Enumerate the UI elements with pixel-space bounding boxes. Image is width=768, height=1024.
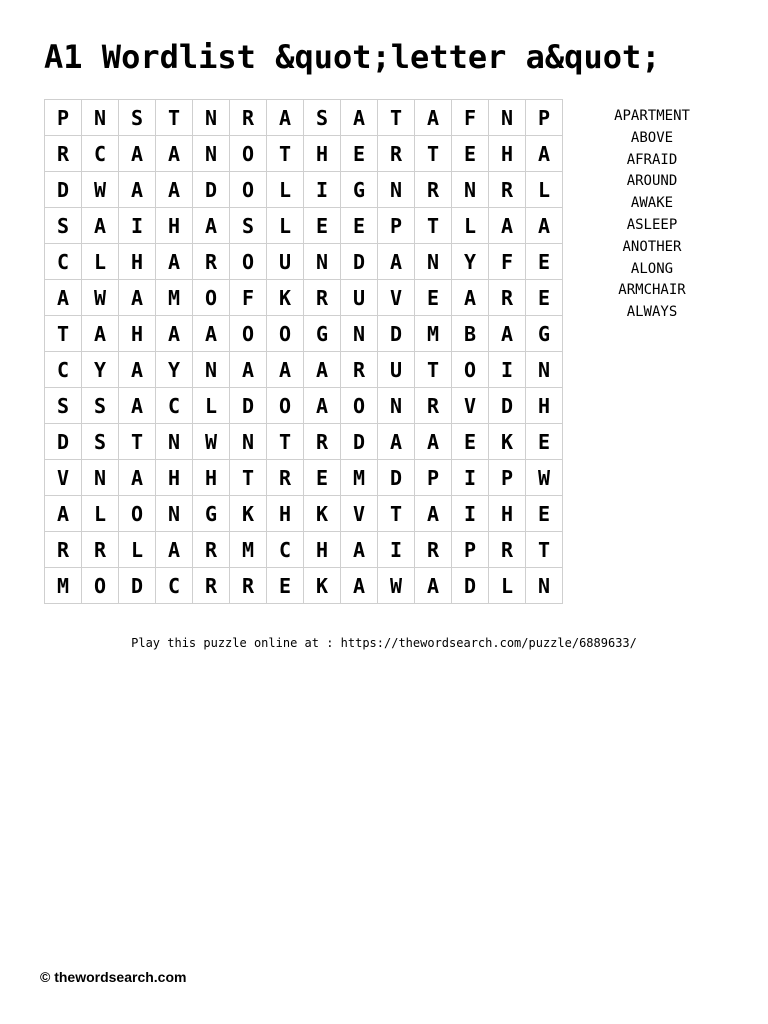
grid-cell: E (267, 568, 304, 604)
grid-cell: E (415, 280, 452, 316)
grid-cell: H (267, 496, 304, 532)
grid-cell: A (415, 100, 452, 136)
grid-row (45, 316, 563, 352)
grid-cell: N (82, 460, 119, 496)
grid-cell: Y (82, 352, 119, 388)
word-list-item: AWAKE (630, 195, 674, 212)
grid-cell: A (415, 424, 452, 460)
grid-cell: N (156, 496, 193, 532)
grid-cell: A (156, 532, 193, 568)
grid-cell: T (526, 532, 563, 568)
grid-cell: A (156, 136, 193, 172)
grid-cell: T (45, 316, 82, 352)
grid-cell: A (415, 496, 452, 532)
page-title: A1 Wordlist &quot;letter a&quot; (44, 38, 661, 76)
grid-row (45, 136, 563, 172)
grid-cell: E (341, 208, 378, 244)
grid-cell: P (526, 100, 563, 136)
grid-cell: T (267, 424, 304, 460)
grid-cell: O (267, 388, 304, 424)
grid-cell: O (230, 244, 267, 280)
grid-row (45, 100, 563, 136)
grid-cell: A (230, 352, 267, 388)
grid-cell: P (452, 532, 489, 568)
grid-cell: S (304, 100, 341, 136)
grid-cell: R (230, 568, 267, 604)
grid-cell: N (415, 244, 452, 280)
grid-cell: V (378, 280, 415, 316)
grid-cell: L (489, 568, 526, 604)
grid-cell: E (526, 424, 563, 460)
grid-cell: M (341, 460, 378, 496)
grid-cell: T (415, 136, 452, 172)
grid-cell: S (82, 424, 119, 460)
grid-cell: A (341, 100, 378, 136)
grid-cell: R (193, 568, 230, 604)
grid-cell: A (267, 352, 304, 388)
grid-cell: O (230, 136, 267, 172)
grid-cell: A (119, 172, 156, 208)
grid-cell: D (378, 460, 415, 496)
grid-cell: A (378, 424, 415, 460)
grid-cell: T (378, 100, 415, 136)
grid-cell: C (156, 388, 193, 424)
grid-cell: N (230, 424, 267, 460)
grid-cell: A (156, 316, 193, 352)
grid-cell: O (230, 172, 267, 208)
grid-cell: P (45, 100, 82, 136)
grid-cell: R (45, 136, 82, 172)
grid-cell: W (82, 172, 119, 208)
grid-cell: P (489, 460, 526, 496)
grid-cell: A (119, 136, 156, 172)
grid-cell: T (378, 496, 415, 532)
grid-cell: A (378, 244, 415, 280)
grid-cell: M (156, 280, 193, 316)
grid-cell: T (119, 424, 156, 460)
grid-cell: A (45, 280, 82, 316)
grid-cell: A (341, 568, 378, 604)
word-list-item: AFRAID (626, 151, 678, 168)
grid-cell: L (267, 208, 304, 244)
word-list-item: ABOVE (630, 129, 674, 146)
grid-cell: R (415, 532, 452, 568)
grid-cell: K (230, 496, 267, 532)
grid-cell: A (156, 244, 193, 280)
grid-cell: K (304, 568, 341, 604)
word-list-item: ALONG (630, 260, 674, 277)
grid-cell: W (193, 424, 230, 460)
grid-row (45, 172, 563, 208)
grid-cell: R (45, 532, 82, 568)
grid-cell: N (526, 352, 563, 388)
grid-cell: R (230, 100, 267, 136)
grid-cell: R (415, 172, 452, 208)
grid-cell: T (415, 208, 452, 244)
grid-row (45, 280, 563, 316)
grid-row (45, 208, 563, 244)
word-list-item: APARTMENT (614, 108, 690, 124)
grid-cell: D (193, 172, 230, 208)
grid-cell: D (45, 172, 82, 208)
grid-cell: R (378, 136, 415, 172)
grid-cell: I (119, 208, 156, 244)
grid-cell: E (341, 136, 378, 172)
grid-cell: F (489, 244, 526, 280)
grid-cell: L (526, 172, 563, 208)
grid-cell: D (341, 244, 378, 280)
grid-cell: A (267, 100, 304, 136)
grid-cell: I (452, 460, 489, 496)
grid-cell: E (526, 244, 563, 280)
grid-cell: R (489, 172, 526, 208)
grid-cell: A (82, 208, 119, 244)
grid-cell: K (489, 424, 526, 460)
grid-cell: O (267, 316, 304, 352)
grid-cell: R (193, 532, 230, 568)
grid-cell: W (378, 568, 415, 604)
grid-cell: O (452, 352, 489, 388)
grid-cell: Y (452, 244, 489, 280)
word-list-item: AROUND (626, 173, 678, 190)
grid-cell: H (489, 136, 526, 172)
word-list-item: ANOTHER (622, 238, 682, 255)
grid-cell: N (378, 172, 415, 208)
grid-cell: A (45, 496, 82, 532)
grid-cell: F (230, 280, 267, 316)
grid-cell: L (193, 388, 230, 424)
grid-row (45, 532, 563, 568)
grid-cell: R (341, 352, 378, 388)
grid-cell: O (119, 496, 156, 532)
grid-cell: A (452, 280, 489, 316)
grid-cell: I (378, 532, 415, 568)
grid-cell: C (82, 136, 119, 172)
grid-row (45, 244, 563, 280)
grid-cell: U (267, 244, 304, 280)
grid-cell: A (304, 388, 341, 424)
grid-cell: A (119, 280, 156, 316)
grid-cell: A (489, 316, 526, 352)
grid-row (45, 388, 563, 424)
grid-cell: G (304, 316, 341, 352)
grid-cell: R (415, 388, 452, 424)
grid-cell: T (230, 460, 267, 496)
grid-cell: K (267, 280, 304, 316)
grid-cell: M (415, 316, 452, 352)
grid-cell: O (193, 280, 230, 316)
grid-row (45, 496, 563, 532)
grid-cell: V (341, 496, 378, 532)
grid-cell: V (45, 460, 82, 496)
copyright-footer: © thewordsearch.com (40, 969, 187, 985)
grid-row (45, 352, 563, 388)
grid-cell: Y (156, 352, 193, 388)
grid-cell: K (304, 496, 341, 532)
grid-cell: C (156, 568, 193, 604)
grid-cell: R (489, 280, 526, 316)
grid-cell: E (304, 208, 341, 244)
grid-cell: C (45, 352, 82, 388)
grid-cell: L (82, 496, 119, 532)
grid-cell: A (341, 532, 378, 568)
grid-cell: H (156, 208, 193, 244)
grid-cell: P (415, 460, 452, 496)
grid-cell: E (452, 136, 489, 172)
grid-cell: N (193, 352, 230, 388)
grid-row (45, 460, 563, 496)
grid-cell: D (341, 424, 378, 460)
grid-cell: C (267, 532, 304, 568)
grid-cell: O (82, 568, 119, 604)
grid-cell: S (230, 208, 267, 244)
grid-cell: U (378, 352, 415, 388)
grid-cell: I (489, 352, 526, 388)
grid-cell: B (452, 316, 489, 352)
grid-cell: A (193, 208, 230, 244)
grid-cell: H (156, 460, 193, 496)
grid-cell: D (489, 388, 526, 424)
word-list-item: ALWAYS (626, 304, 678, 321)
grid-cell: T (267, 136, 304, 172)
grid-cell: R (489, 532, 526, 568)
grid-cell: A (119, 460, 156, 496)
grid-cell: N (82, 100, 119, 136)
grid-row (45, 568, 563, 604)
grid-cell: N (193, 100, 230, 136)
grid-cell: N (341, 316, 378, 352)
grid-cell: W (526, 460, 563, 496)
grid-cell: L (119, 532, 156, 568)
grid-cell: U (341, 280, 378, 316)
grid-cell: L (82, 244, 119, 280)
word-search-grid (44, 99, 563, 604)
grid-cell: R (82, 532, 119, 568)
grid-cell: G (526, 316, 563, 352)
online-label: Play this puzzle online at : (131, 636, 334, 650)
grid-cell: H (526, 388, 563, 424)
online-link-line (0, 636, 768, 650)
grid-cell: H (119, 244, 156, 280)
grid-cell: E (526, 496, 563, 532)
grid-cell: E (526, 280, 563, 316)
grid-cell: D (452, 568, 489, 604)
grid-cell: A (193, 316, 230, 352)
grid-cell: W (82, 280, 119, 316)
grid-cell: H (193, 460, 230, 496)
grid-cell: E (452, 424, 489, 460)
grid-cell: H (304, 532, 341, 568)
grid-cell: A (415, 568, 452, 604)
grid-cell: M (230, 532, 267, 568)
puzzle-url-link[interactable]: https://thewordsearch.com/puzzle/6889633/ (340, 636, 637, 650)
grid-cell: S (45, 208, 82, 244)
grid-cell: A (119, 352, 156, 388)
grid-cell: N (526, 568, 563, 604)
grid-cell: N (193, 136, 230, 172)
grid-cell: R (267, 460, 304, 496)
grid-cell: D (378, 316, 415, 352)
grid-cell: P (378, 208, 415, 244)
grid-cell: N (489, 100, 526, 136)
grid-cell: A (526, 136, 563, 172)
grid-cell: D (119, 568, 156, 604)
grid-cell: A (304, 352, 341, 388)
grid-cell: R (193, 244, 230, 280)
grid-cell: G (193, 496, 230, 532)
grid-cell: H (119, 316, 156, 352)
grid-cell: N (378, 388, 415, 424)
grid-cell: V (452, 388, 489, 424)
grid-cell: A (119, 388, 156, 424)
grid-cell: E (304, 460, 341, 496)
grid-cell: L (267, 172, 304, 208)
grid-cell: R (304, 280, 341, 316)
grid-cell: O (341, 388, 378, 424)
grid-cell: H (304, 136, 341, 172)
grid-cell: A (82, 316, 119, 352)
grid-cell: O (230, 316, 267, 352)
grid-cell: N (156, 424, 193, 460)
grid-cell: G (341, 172, 378, 208)
grid-cell: S (82, 388, 119, 424)
grid-cell: H (489, 496, 526, 532)
grid-cell: A (489, 208, 526, 244)
grid-cell: S (45, 388, 82, 424)
grid-cell: F (452, 100, 489, 136)
grid-cell: A (526, 208, 563, 244)
grid-cell: N (304, 244, 341, 280)
grid-cell: M (45, 568, 82, 604)
grid-cell: L (452, 208, 489, 244)
word-list-item: ASLEEP (626, 216, 678, 233)
grid-cell: I (304, 172, 341, 208)
grid-cell: S (119, 100, 156, 136)
grid-cell: D (230, 388, 267, 424)
grid-cell: A (156, 172, 193, 208)
grid-cell: N (452, 172, 489, 208)
grid-cell: D (45, 424, 82, 460)
grid-row (45, 424, 563, 460)
grid-cell: T (415, 352, 452, 388)
grid-cell: T (156, 100, 193, 136)
word-list-item: ARMCHAIR (618, 282, 686, 299)
grid-cell: I (452, 496, 489, 532)
word-list (600, 106, 704, 324)
grid-cell: C (45, 244, 82, 280)
grid-cell: R (304, 424, 341, 460)
